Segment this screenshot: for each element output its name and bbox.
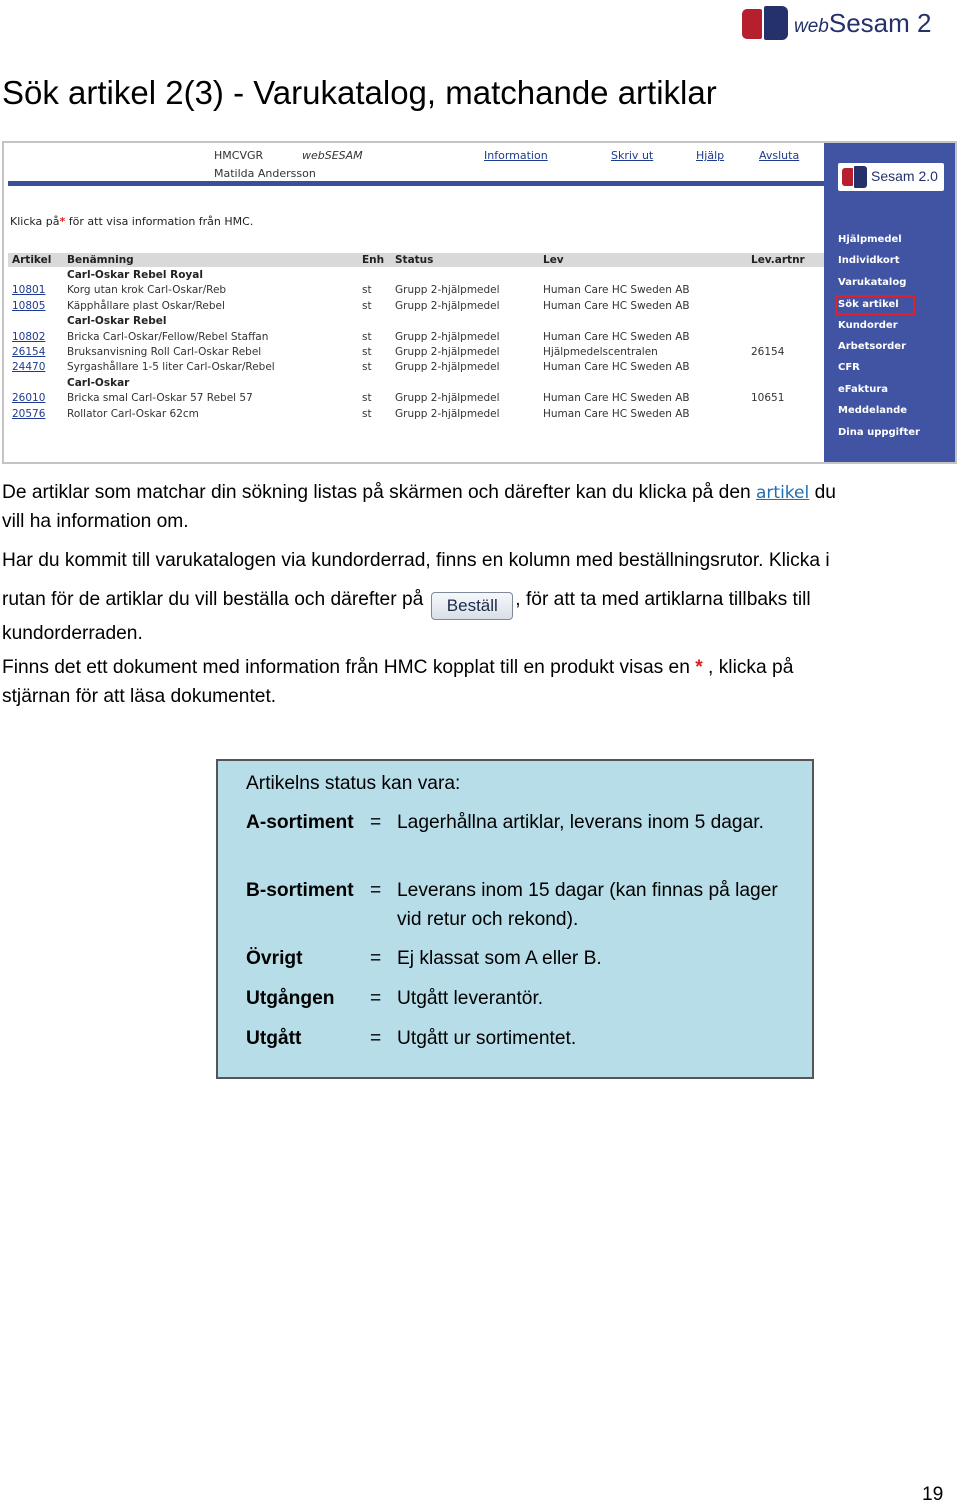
status-definition: Lagerhållna artiklar, leverans inom 5 dagar. [397,812,764,833]
article-name: Rollator Carl-Oskar 62cm [67,407,199,420]
table-row [8,331,826,346]
status-eq: = [370,948,382,969]
article-unit: st [362,330,372,343]
status-term: B-sortiment [246,880,354,901]
article-id-link[interactable]: 10801 [12,284,46,297]
table-group-row [8,377,826,392]
table-row [8,284,826,299]
article-unit: st [362,299,372,312]
article-status: Grupp 2-hjälpmedel [395,330,500,343]
article-name: Bricka Carl-Oskar/Fellow/Rebel Staffan [67,330,269,343]
group-name: Carl-Oskar Rebel [67,315,167,328]
article-status: Grupp 2-hjälpmedel [395,392,500,405]
article-supplier: Human Care HC Sweden AB [543,392,690,405]
paragraph-2: Har du kommit till varukatalogen via kundorderrad, finns en kolumn med beställningsrutor. Klicka i [2,550,830,571]
col-benamning[interactable]: Benämning [67,254,134,266]
table-group-row [8,315,826,330]
article-name: Bricka smal Carl-Oskar 57 Rebel 57 [67,392,253,405]
table-row [8,346,826,361]
table-header [8,253,826,267]
logo-text: webSesam 2 [794,8,932,38]
side-menu-item[interactable]: Varukatalog [838,276,907,288]
websesam-screenshot [2,141,957,464]
status-definition: Ej klassat som A eller B. [397,948,602,969]
side-menu-item[interactable]: Meddelande [838,405,908,417]
status-eq: = [370,812,382,833]
article-supplier: Human Care HC Sweden AB [543,284,690,297]
article-id-link[interactable]: 26154 [12,346,46,358]
status-eq: = [370,1028,382,1049]
article-id-link[interactable]: 24470 [12,361,46,374]
paragraph-1: De artiklar som matchar din sökning listas på skärmen och därefter kan du klicka på den artikel du vill ha information om. [2,482,836,532]
col-enh[interactable]: Enh [362,254,385,266]
side-menu-item[interactable]: Arbetsorder [838,340,907,352]
status-eq: = [370,988,382,1009]
print-link[interactable]: Skriv ut [611,149,654,162]
page-number: 19 [922,1484,944,1505]
article-unit: st [362,346,372,358]
side-menu-item[interactable]: Kundorder [838,319,898,331]
logo-mark-icon [742,6,790,40]
user-name: Matilda Andersson [214,167,316,180]
article-supplier: Human Care HC Sweden AB [543,299,690,312]
table-group-row [8,269,826,284]
article-unit: st [362,407,372,420]
hmc-info-text: Klicka på* för att visa information från HMC. [10,215,254,228]
article-id-link[interactable]: 10805 [12,299,46,312]
status-definition: Utgått leverantör. [397,988,544,1009]
article-name: Korg utan krok Carl-Oskar/Reb [67,284,227,297]
paragraph-2-line-2: rutan för de artiklar du vill beställa och därefter på Beställ , för att ta med artiklarna tillbaks till kundorderraden. [2,589,811,644]
group-name: Carl-Oskar [67,376,130,389]
status-term: Utgått [246,1028,302,1049]
article-name: Bruksanvisning Roll Carl-Oskar Rebel [67,346,262,358]
col-lev[interactable]: Lev [543,254,564,266]
article-id-link[interactable]: 20576 [12,407,46,420]
side-menu-item[interactable]: eFaktura [838,383,889,395]
information-link[interactable]: Information [484,149,548,162]
status-info-box [216,759,814,1079]
side-menu [836,232,951,446]
col-artikel[interactable]: Artikel [12,254,52,266]
article-unit: st [362,284,372,297]
help-link[interactable]: Hjälp [696,149,725,162]
app-name: webSESAM [302,149,363,162]
article-id-link[interactable]: 26010 [12,392,46,405]
bestall-button[interactable]: Beställ [431,592,513,620]
article-status: Grupp 2-hjälpmedel [395,361,500,374]
screenshot-topbar [4,143,826,185]
supplier-article-no: 10651 [751,392,785,405]
status-term: Övrigt [246,948,303,969]
red-star-icon: * [695,657,703,678]
org-code: HMCVGR [214,149,264,162]
paragraph-3: Finns det ett dokument med information från HMC kopplat till en produkt visas en * , klicka på stjärnan för att läsa dokumentet. [2,657,794,707]
table-row [8,392,826,407]
table-row [8,361,826,376]
websesam-logo [742,4,932,44]
table-row [8,300,826,315]
page-title: Sök artikel 2(3) - Varukatalog, matchande artiklar [2,74,717,111]
side-menu-item[interactable]: CFR [838,362,860,374]
article-status: Grupp 2-hjälpmedel [395,346,500,358]
side-menu-item[interactable]: Hjälpmedel [838,234,902,245]
side-menu-item[interactable]: Sök artikel [836,296,914,314]
table-row [8,408,826,423]
col-lev-artnr[interactable]: Lev.artnr [751,254,805,266]
status-term: Utgången [246,988,335,1009]
screenshot-sidebar [824,143,955,464]
article-status: Grupp 2-hjälpmedel [395,299,500,312]
status-definition: Leverans inom 15 dagar (kan finnas på lager vid retur och rekond). [397,880,778,930]
article-id-link[interactable]: 10802 [12,330,46,343]
article-status: Grupp 2-hjälpmedel [395,407,500,420]
status-intro: Artikelns status kan vara: [246,773,461,794]
screenshot-divider [8,181,826,186]
group-name: Carl-Oskar Rebel Royal [67,269,203,281]
article-supplier: Human Care HC Sweden AB [543,407,690,420]
status-definition: Utgått ur sortimentet. [397,1028,577,1049]
sesam-side-logo: Sesam 2.0 [838,163,944,191]
article-unit: st [362,361,372,374]
side-menu-item[interactable]: Dina uppgifter [838,426,920,438]
logout-link[interactable]: Avsluta [759,149,800,162]
article-status: Grupp 2-hjälpmedel [395,284,500,297]
artikel-link[interactable]: artikel [756,483,810,503]
article-name: Syrgashållare 1-5 liter Carl-Oskar/Rebel [67,361,275,374]
supplier-article-no: 26154 [751,346,785,358]
status-eq: = [370,880,382,901]
article-supplier: Human Care HC Sweden AB [543,361,690,374]
article-supplier: Hjälpmedelscentralen [543,346,658,358]
col-status[interactable]: Status [395,254,434,266]
article-name: Käpphållare plast Oskar/Rebel [67,299,225,312]
article-supplier: Human Care HC Sweden AB [543,330,690,343]
info-star-icon: * [59,215,66,228]
article-unit: st [362,392,372,405]
side-menu-item[interactable]: Individkort [838,255,900,267]
status-term: A-sortiment [246,812,354,833]
